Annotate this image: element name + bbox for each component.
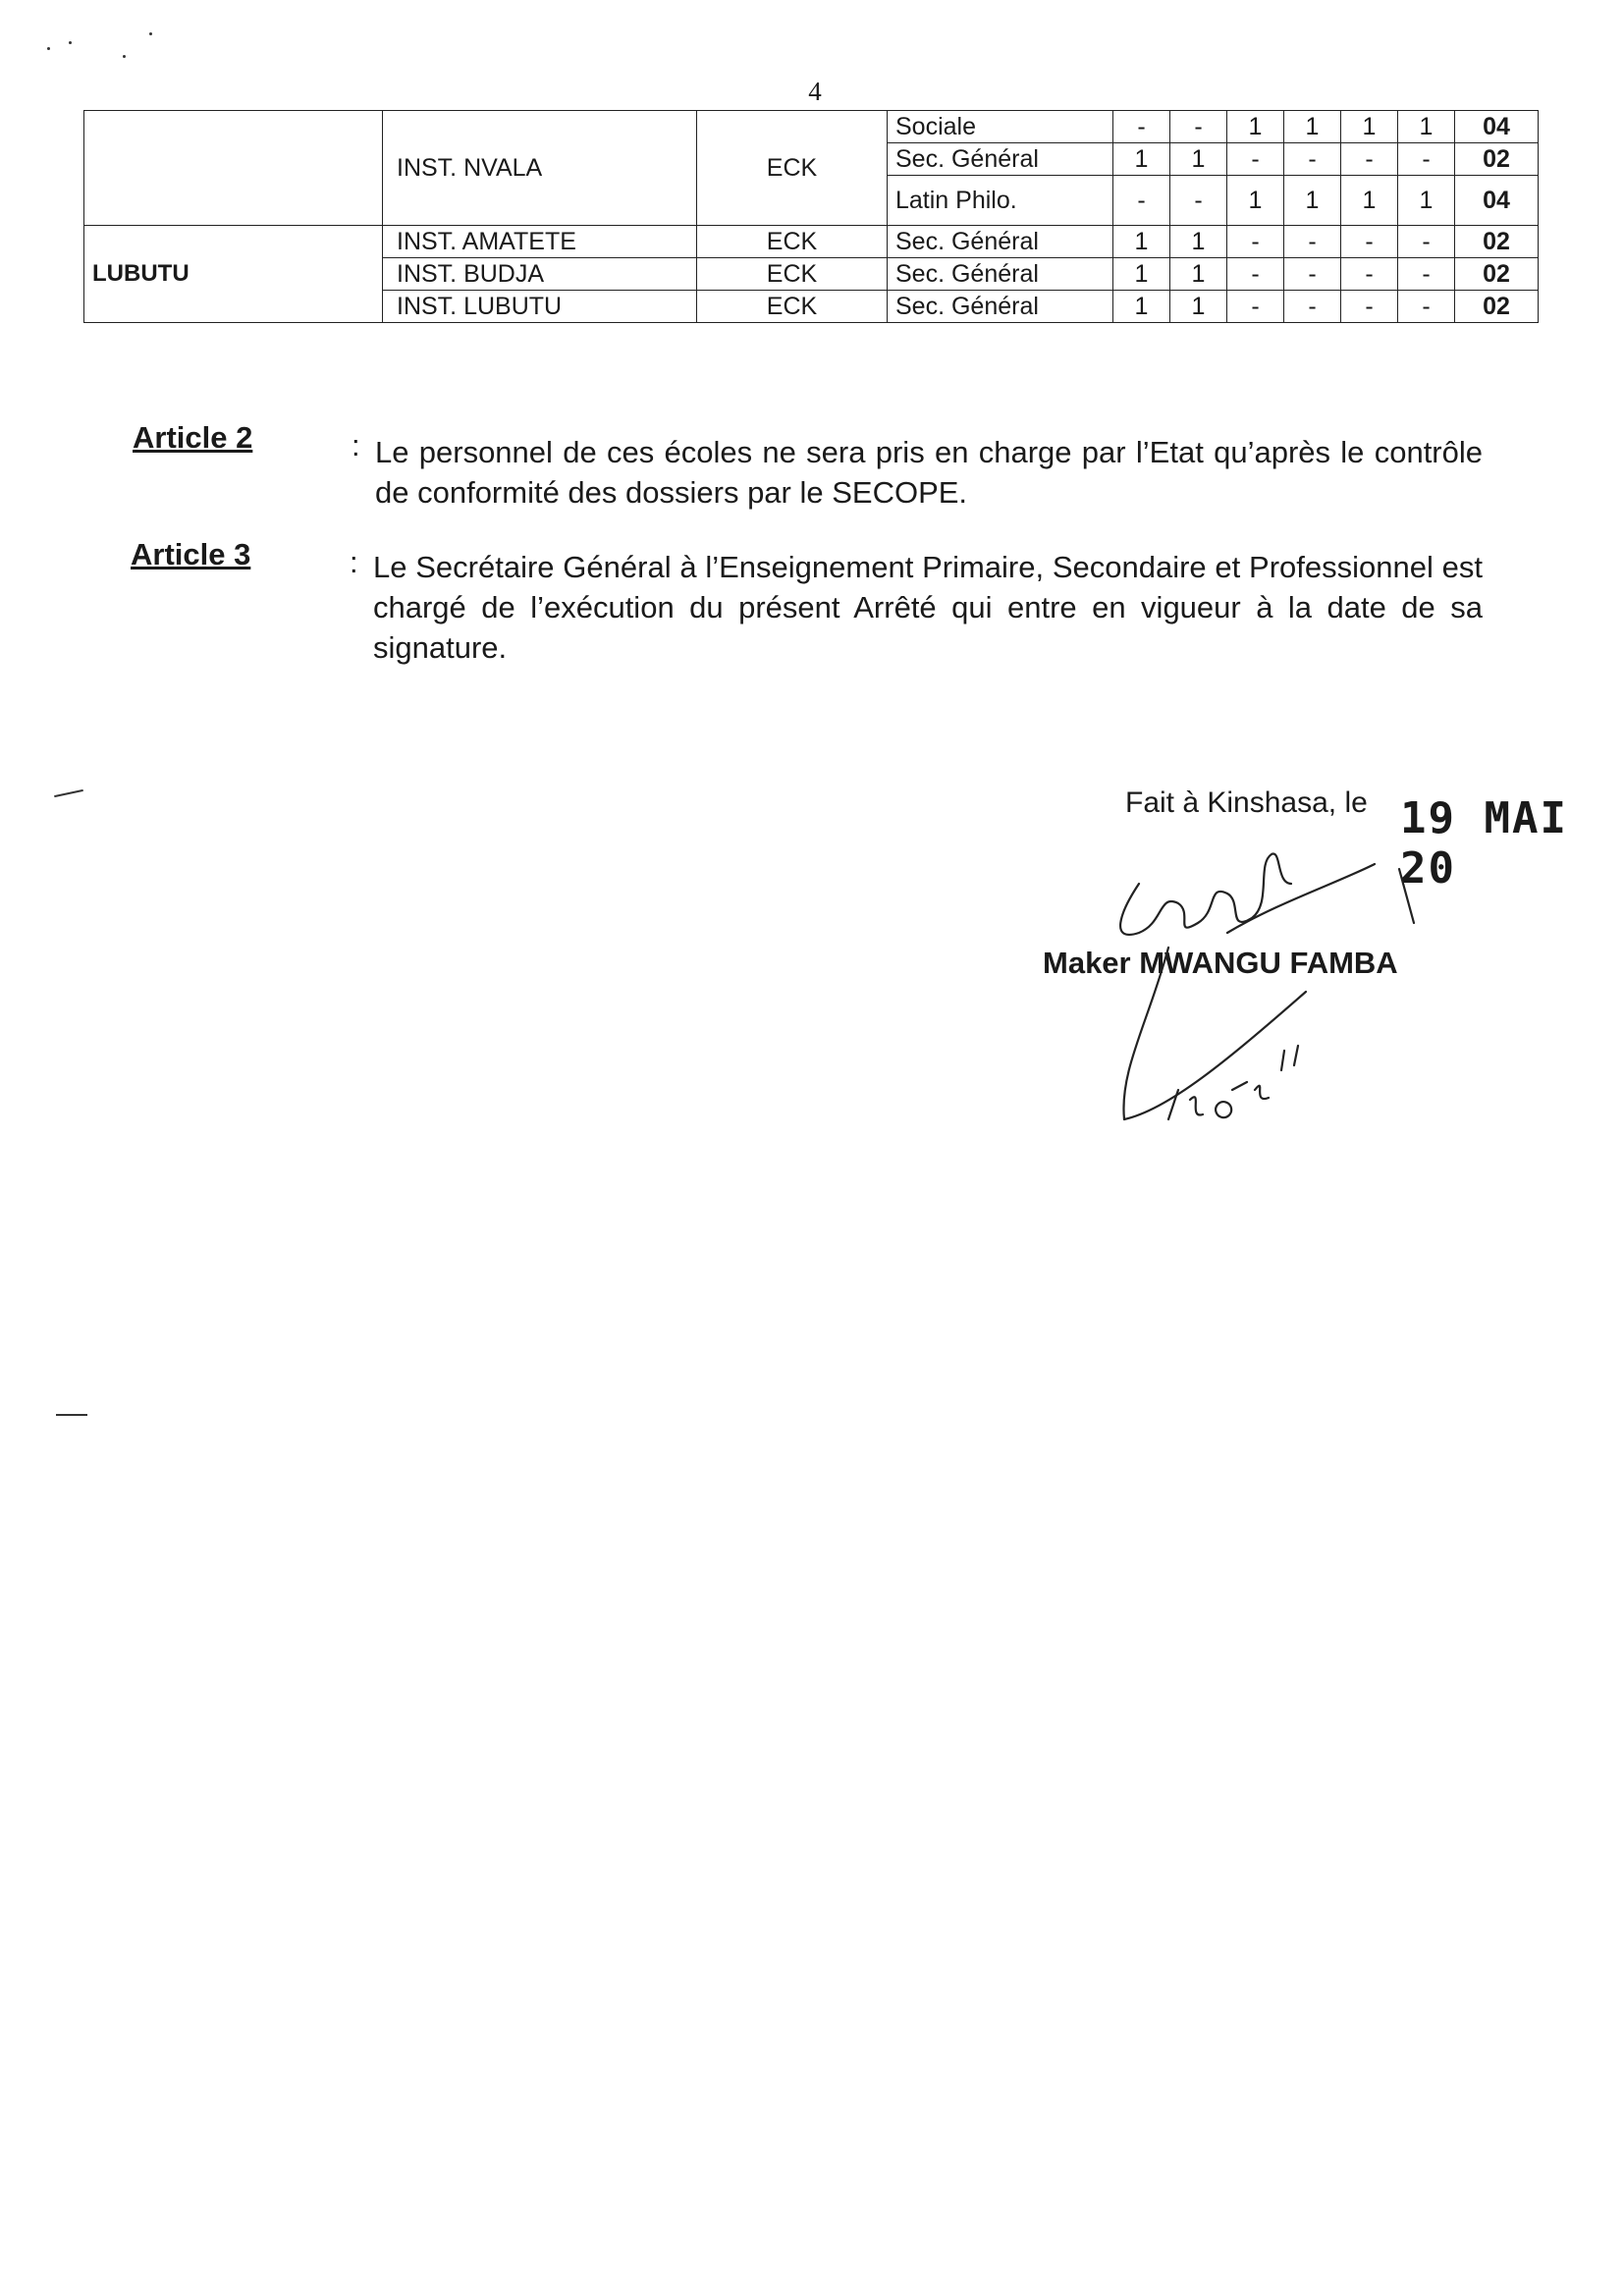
count-cell: - — [1227, 291, 1284, 323]
article-3-text: Le Secrétaire Général à l’Enseignement Primaire, Secondaire et Professionnel est chargé de l’exécution du présent Arrêté qui entre en vigueur à la date de sa signature. — [373, 550, 1483, 665]
count-cell: - — [1284, 226, 1341, 258]
article-2-text: Le personnel de ces écoles ne sera pris en charge par l’Etat qu’après le contrôle de conformité des dossiers par le SECOPE. — [375, 435, 1483, 510]
count-cell: 1 — [1170, 291, 1227, 323]
option-cell: Latin Philo. — [888, 176, 1113, 226]
total-cell: 04 — [1455, 176, 1539, 226]
count-cell: - — [1341, 143, 1398, 176]
date-stamp: 19 MAI 20 — [1400, 793, 1568, 894]
regime-cell: ECK — [697, 258, 888, 291]
count-cell: 1 — [1170, 143, 1227, 176]
handwritten-signature — [1080, 825, 1532, 1159]
count-cell: - — [1398, 291, 1455, 323]
count-cell: 1 — [1113, 291, 1170, 323]
count-cell: 1 — [1170, 258, 1227, 291]
count-cell: - — [1398, 143, 1455, 176]
count-cell: - — [1398, 226, 1455, 258]
regime-cell: ECK — [697, 111, 888, 226]
count-cell: - — [1398, 258, 1455, 291]
count-cell: - — [1284, 258, 1341, 291]
count-cell: 1 — [1341, 111, 1398, 143]
count-cell: - — [1341, 258, 1398, 291]
article-3-colon: : — [350, 545, 358, 579]
count-cell: 1 — [1284, 176, 1341, 226]
scan-speck — [149, 32, 152, 35]
count-cell: - — [1113, 111, 1170, 143]
table-row — [84, 111, 1539, 143]
option-cell: Sec. Général — [888, 226, 1113, 258]
scan-mark — [54, 789, 83, 797]
total-cell: 02 — [1455, 291, 1539, 323]
count-cell: 1 — [1113, 258, 1170, 291]
school-cell: INST. NVALA — [383, 111, 697, 226]
count-cell: - — [1284, 143, 1341, 176]
count-cell: 1 — [1113, 226, 1170, 258]
count-cell: 1 — [1227, 111, 1284, 143]
count-cell: 1 — [1398, 176, 1455, 226]
scan-speck — [123, 55, 126, 58]
table-row — [84, 226, 1539, 258]
scan-speck — [69, 41, 72, 44]
count-cell: - — [1227, 258, 1284, 291]
option-cell: Sec. Général — [888, 291, 1113, 323]
count-cell: - — [1170, 111, 1227, 143]
count-cell: - — [1170, 176, 1227, 226]
schools-table — [83, 110, 1539, 323]
count-cell: 1 — [1170, 226, 1227, 258]
regime-cell: ECK — [697, 226, 888, 258]
count-cell: - — [1227, 226, 1284, 258]
count-cell: - — [1341, 291, 1398, 323]
count-cell: - — [1284, 291, 1341, 323]
count-cell: 1 — [1341, 176, 1398, 226]
total-cell: 02 — [1455, 258, 1539, 291]
count-cell: 1 — [1227, 176, 1284, 226]
count-cell: 1 — [1113, 143, 1170, 176]
school-cell: INST. AMATETE — [383, 226, 697, 258]
territory-cell: LUBUTU — [84, 226, 383, 323]
page-number: 4 — [808, 77, 822, 106]
count-cell: 1 — [1398, 111, 1455, 143]
count-cell: - — [1113, 176, 1170, 226]
option-cell: Sec. Général — [888, 258, 1113, 291]
article-2-colon: : — [352, 428, 360, 462]
scan-speck — [47, 47, 50, 50]
count-cell: - — [1341, 226, 1398, 258]
article-2-label: Article 2 — [133, 420, 253, 455]
total-cell: 04 — [1455, 111, 1539, 143]
total-cell: 02 — [1455, 226, 1539, 258]
fait-a-kinshasa: Fait à Kinshasa, le — [1125, 786, 1368, 819]
school-cell: INST. LUBUTU — [383, 291, 697, 323]
option-cell: Sec. Général — [888, 143, 1113, 176]
total-cell: 02 — [1455, 143, 1539, 176]
school-cell: INST. BUDJA — [383, 258, 697, 291]
article-3-label: Article 3 — [131, 537, 251, 571]
regime-cell: ECK — [697, 291, 888, 323]
scan-mark — [56, 1414, 87, 1416]
signer-name: Maker MWANGU FAMBA — [1043, 946, 1398, 980]
territory-cell — [84, 111, 383, 226]
option-cell: Sociale — [888, 111, 1113, 143]
count-cell: - — [1227, 143, 1284, 176]
count-cell: 1 — [1284, 111, 1341, 143]
